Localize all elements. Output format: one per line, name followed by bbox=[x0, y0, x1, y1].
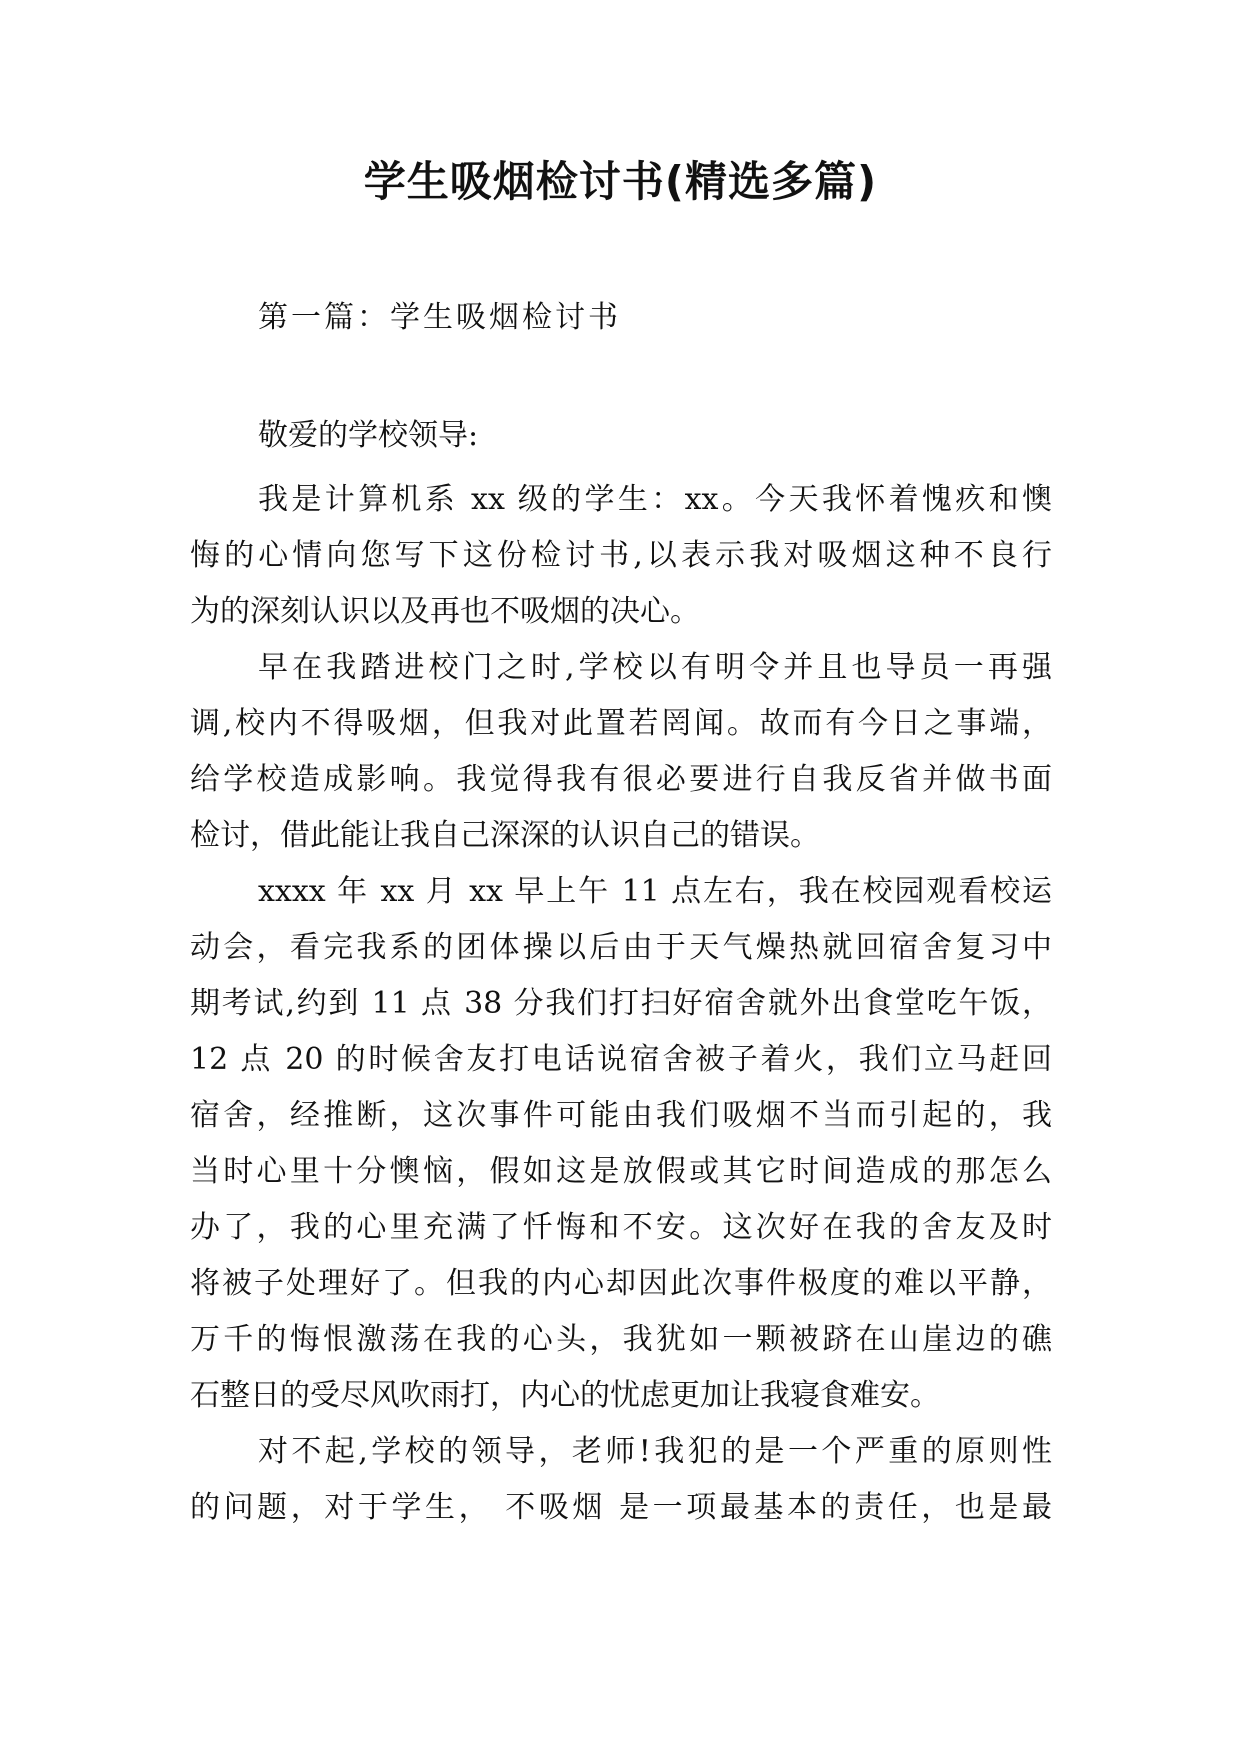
body-text bbox=[190, 408, 1052, 1536]
paragraph-line: 给学校造成影响。我觉得我有很必要进行自我反省并做书面 bbox=[190, 762, 1052, 797]
paragraph-line: 早在我踏进校门之时,学校以有明令并且也导员一再强 bbox=[258, 650, 1052, 685]
section-heading: 第一篇：学生吸烟检讨书 bbox=[258, 300, 621, 335]
paragraph-line: xxxx 年 xx 月 xx 早上午 11 点左右，我在校园观看校运 bbox=[258, 874, 1052, 909]
paragraph-3 bbox=[190, 864, 1052, 1424]
paragraph-line: 检讨，借此能让我自己深深的认识自己的错误。 bbox=[190, 818, 820, 853]
paragraph-1 bbox=[190, 472, 1052, 640]
paragraph-line: 将被子处理好了。但我的内心却因此次事件极度的难以平静， bbox=[190, 1266, 1052, 1301]
paragraph-line: 期考试,约到 11 点 38 分我们打扫好宿舍就外出食堂吃午饭， bbox=[190, 986, 1052, 1021]
paragraph-line: 调,校内不得吸烟，但我对此置若罔闻。故而有今日之事端， bbox=[190, 706, 1052, 741]
paragraph-line: 万千的悔恨激荡在我的心头，我犹如一颗被跻在山崖边的礁 bbox=[190, 1322, 1052, 1357]
paragraph-line: 动会，看完我系的团体操以后由于天气燥热就回宿舍复习中 bbox=[190, 930, 1052, 965]
salutation bbox=[190, 408, 1052, 464]
paragraph-line: 石整日的受尽风吹雨打，内心的忧虑更加让我寝食难安。 bbox=[190, 1378, 940, 1413]
salutation-text: 敬爱的学校领导: bbox=[258, 418, 479, 453]
paragraph-4 bbox=[190, 1424, 1052, 1536]
paragraph-line: 宿舍，经推断，这次事件可能由我们吸烟不当而引起的，我 bbox=[190, 1098, 1052, 1133]
paragraph-line: 我是计算机系 xx 级的学生：xx。今天我怀着愧疚和懊 bbox=[258, 482, 1052, 517]
document-title: 学生吸烟检讨书(精选多篇) bbox=[363, 157, 878, 206]
paragraph-line: 为的深刻认识以及再也不吸烟的决心。 bbox=[190, 594, 700, 629]
paragraph-line: 12 点 20 的时候舍友打电话说宿舍被子着火，我们立马赶回 bbox=[190, 1042, 1052, 1077]
paragraph-line: 办了，我的心里充满了忏悔和不安。这次好在我的舍友及时 bbox=[190, 1210, 1052, 1245]
paragraph-line: 当时心里十分懊恼，假如这是放假或其它时间造成的那怎么 bbox=[190, 1154, 1052, 1189]
paragraph-line: 的问题，对于学生， 不吸烟 是一项最基本的责任，也是最 bbox=[190, 1490, 1052, 1525]
paragraph-2 bbox=[190, 640, 1052, 864]
paragraph-line: 悔的心情向您写下这份检讨书,以表示我对吸烟这种不良行 bbox=[190, 538, 1052, 573]
paragraph-line: 对不起,学校的领导，老师!我犯的是一个严重的原则性 bbox=[258, 1434, 1052, 1469]
